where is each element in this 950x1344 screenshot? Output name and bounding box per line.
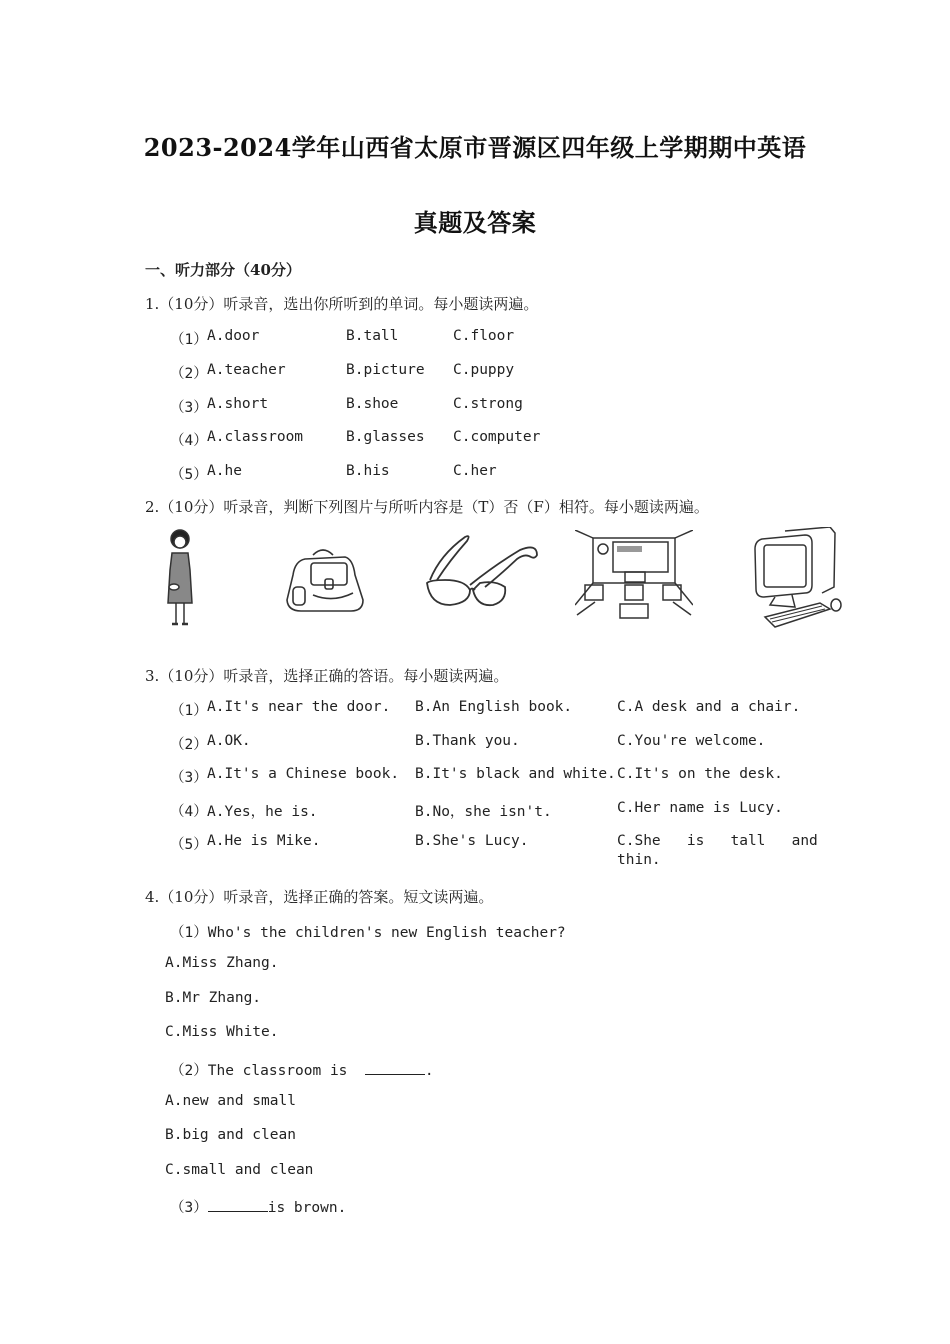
q3-row4-option-c: C.Her name is Lucy. (617, 800, 783, 816)
question-3-heading: 3.（10分）听录音，选择正确的答语。每小题读两遍。 (145, 667, 509, 685)
schoolbag-illustration (283, 545, 368, 615)
q4-sub2-option-c: C.small and clean (165, 1162, 314, 1178)
q1-row4-option-b: B.glasses (346, 429, 425, 445)
q3-row3-number: （3） (170, 770, 208, 786)
q1-row1-option-c: C.floor (453, 328, 515, 344)
q3-row4-option-a: A.Yes，he is. (207, 804, 318, 820)
q1-row3-number: （3） (170, 400, 208, 416)
question-2-heading: 2.（10分）听录音，判断下列图片与所听内容是（T）否（F）相符。每小题读两遍。 (145, 498, 709, 516)
q1-row1-number: （1） (170, 332, 208, 348)
q3-row3-option-b: B.It's black and white. (415, 766, 616, 782)
q1-row4-option-c: C.computer (453, 429, 541, 445)
q1-row3-option-a: A.short (207, 396, 269, 412)
q1-row2-option-c: C.puppy (453, 362, 515, 378)
q4-sub1-question: （1）Who's the children's new English teacher? (170, 925, 566, 941)
answer-blank (365, 1060, 425, 1075)
q1-row2-number: （2） (170, 366, 208, 382)
q3-row4-option-b: B.No，she isn't. (415, 804, 552, 820)
answer-blank (208, 1197, 268, 1212)
document-subtitle: 真题及答案 (413, 208, 537, 237)
question-4-heading: 4.（10分）听录音，选择正确的答案。短文读两遍。 (145, 888, 494, 906)
q4-sub1-option-a: A.Miss Zhang. (165, 955, 279, 971)
q3-row5-option-c: C.She is tall and (617, 833, 818, 849)
q1-row1-option-a: A.door (207, 328, 260, 344)
q1-row4-option-a: A.classroom (207, 429, 304, 445)
q3-row3-option-a: A.It's a Chinese book. (207, 766, 400, 782)
q3-row2-option-a: A.OK. (207, 733, 251, 749)
q1-row5-option-b: B.his (346, 463, 390, 479)
q3-row5-option-a: A.He is Mike. (207, 833, 321, 849)
q1-row3-option-b: B.shoe (346, 396, 399, 412)
q3-row1-option-a: A.It's near the door. (207, 699, 391, 715)
q4-sub1-option-c: C.Miss White. (165, 1024, 279, 1040)
q1-row2-option-a: A.teacher (207, 362, 286, 378)
section-heading-listening: 一、听力部分（40分） (145, 261, 301, 279)
q1-row3-option-c: C.strong (453, 396, 523, 412)
q1-row5-option-a: A.he (207, 463, 242, 479)
q3-row5-number: （5） (170, 837, 208, 853)
q3-row1-option-c: C.A desk and a chair. (617, 699, 801, 715)
classroom-illustration (575, 530, 693, 620)
q1-row1-option-b: B.tall (346, 328, 399, 344)
q3-row1-option-b: B.An English book. (415, 699, 573, 715)
q3-row1-number: （1） (170, 703, 208, 719)
q1-row5-number: （5） (170, 467, 208, 483)
q4-sub2-question-end: . (424, 1063, 434, 1079)
q4-sub2-question (170, 1059, 434, 1080)
q3-row3-option-c: C.It's on the desk. (617, 766, 783, 782)
question-1-heading: 1.（10分）听录音，选出你所听到的单词。每小题读两遍。 (145, 295, 539, 313)
q1-row4-number: （4） (170, 433, 208, 449)
q3-row4-number: （4） (170, 804, 208, 820)
q4-sub3-number: （3） (170, 1200, 208, 1216)
q4-sub1-option-b: B.Mr Zhang. (165, 990, 262, 1006)
q4-sub2-option-b: B.big and clean (165, 1127, 296, 1143)
q1-row2-option-b: B.picture (346, 362, 425, 378)
q4-sub3-question (170, 1196, 346, 1217)
document-title: 2023-2024学年山西省太原市晋源区四年级上学期期中英语 (143, 133, 807, 162)
girl-illustration (160, 525, 200, 630)
q4-sub3-question-text: is brown. (267, 1200, 347, 1216)
glasses-illustration (425, 535, 545, 610)
q3-row5-option-b: B.She's Lucy. (415, 833, 529, 849)
q3-row2-number: （2） (170, 737, 208, 753)
computer-illustration (750, 527, 845, 629)
q1-row5-option-c: C.her (453, 463, 497, 479)
q4-sub2-question-text: （2）The classroom is (170, 1063, 357, 1079)
q4-sub2-option-a: A.new and small (165, 1093, 296, 1109)
q3-row5-option-c-continued: thin. (617, 852, 661, 868)
q3-row2-option-b: B.Thank you. (415, 733, 520, 749)
q3-row2-option-c: C.You're welcome. (617, 733, 766, 749)
